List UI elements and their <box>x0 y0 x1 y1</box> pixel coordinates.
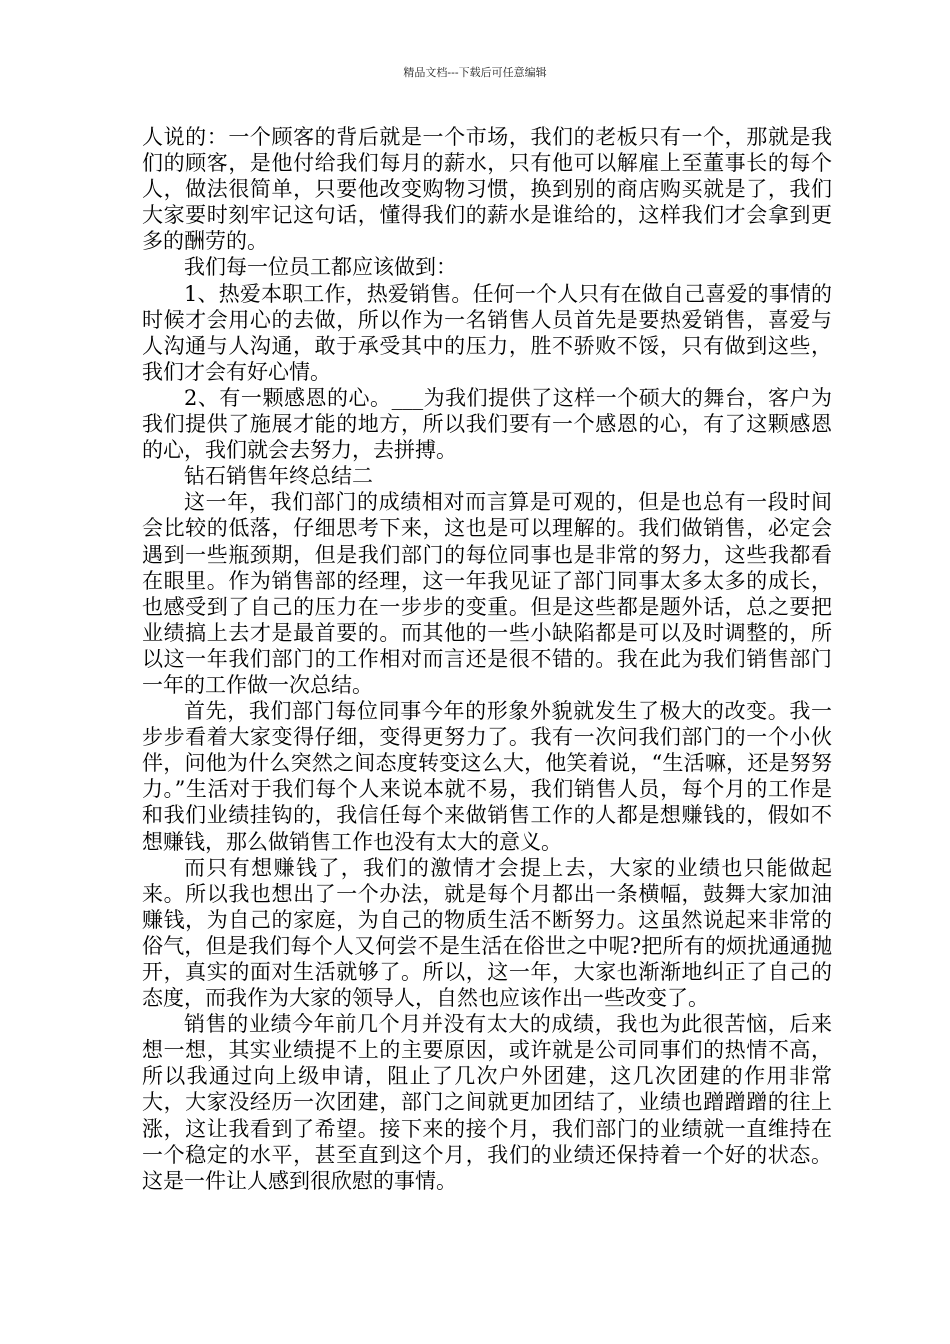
paragraph-7: 而只有想赚钱了，我们的激情才会提上去，大家的业绩也只能做起来。所以我也想出了一个办法，就是每个月都出一条横幅，鼓舞大家加油赚钱，为自己的家庭，为自己的物质生活不断努力。这虽然说起来非常的俗气，但是我们每个人又何尝不是生活在俗世之中呢?把所有的烦扰通通抛开，真实的面对生活就够了。所以，这一年，大家也渐渐地纠正了自己的态度，而我作为大家的领导人，自然也应该作出一些改变了。 <box>142 855 832 1011</box>
paragraph-4: 2、有一颗感恩的心。___为我们提供了这样一个硕大的舞台，客户为我们提供了施展才能的地方，所以我们要有一个感恩的心，有了这颗感恩的心，我们就会去努力，去拼搏。 <box>142 385 832 463</box>
paragraph-3: 1、热爱本职工作，热爱销售。任何一个人只有在做自己喜爱的事情的时候才会用心的去做，所以作为一名销售人员首先是要热爱销售，喜爱与人沟通与人沟通，敢于承受其中的压力，胜不骄败不馁，只有做到这些，我们才会有好心情。 <box>142 281 832 384</box>
paragraph-1: 人说的：一个顾客的背后就是一个市场，我们的老板只有一个，那就是我们的顾客，是他付给我们每月的薪水，只有他可以解雇上至董事长的每个人，做法很简单，只要他改变购物习惯，换到别的商店购买就是了，我们大家要时刻牢记这句话，懂得我们的薪水是谁给的，这样我们才会拿到更多的酬劳的。 <box>142 125 832 254</box>
page-header: 精品文档---下载后可任意编辑 <box>403 66 547 79</box>
paragraph-6: 首先，我们部门每位同事今年的形象外貌就发生了极大的改变。我一步步看着大家变得仔细，变得更努力了。我有一次问我们部门的一个小伙伴，问他为什么突然之间态度转变这么大，他笑着说，“生活嘛，还是努努力。”生活对于我们每个人来说本就不易，我们销售人员，每个月的工作是和我们业绩挂钩的，我信任每个来做销售工作的人都是想赚钱的，假如不想赚钱，那么做销售工作也没有太大的意义。 <box>142 699 832 854</box>
document-body <box>142 124 832 1194</box>
section-heading: 钻石销售年终总结二 <box>184 464 373 489</box>
paragraph-2: 我们每一位员工都应该做到： <box>184 255 457 280</box>
paragraph-8: 销售的业绩今年前几个月并没有太大的成绩，我也为此很苦恼，后来想一想，其实业绩提不上的主要原因，或许就是公司同事们的热情不高，所以我通过向上级申请，阻止了几次户外团建，这几次团建的作用非常大，大家没经历一次团建，部门之间就更加团结了，业绩也蹭蹭蹭的往上涨，这让我看到了希望。接下来的接个月，我们部门的业绩就一直维持在一个稳定的水平，甚至直到这个月，我们的业绩还保持着一个好的状态。这是一件让人感到很欣慰的事情。 <box>142 1012 832 1193</box>
paragraph-5: 这一年，我们部门的成绩相对而言算是可观的，但是也总有一段时间会比较的低落，仔细思考下来，这也是可以理解的。我们做销售，必定会遇到一些瓶颈期，但是我们部门的每位同事也是非常的努力，这些我都看在眼里。作为销售部的经理，这一年我见证了部门同事太多太多的成长，也感受到了自己的压力在一步步的变重。但是这些都是题外话，总之要把业绩搞上去才是最首要的。而其他的一些小缺陷都是可以及时调整的，所以这一年我们部门的工作相对而言还是很不错的。我在此为我们销售部门一年的工作做一次总结。 <box>142 490 832 697</box>
